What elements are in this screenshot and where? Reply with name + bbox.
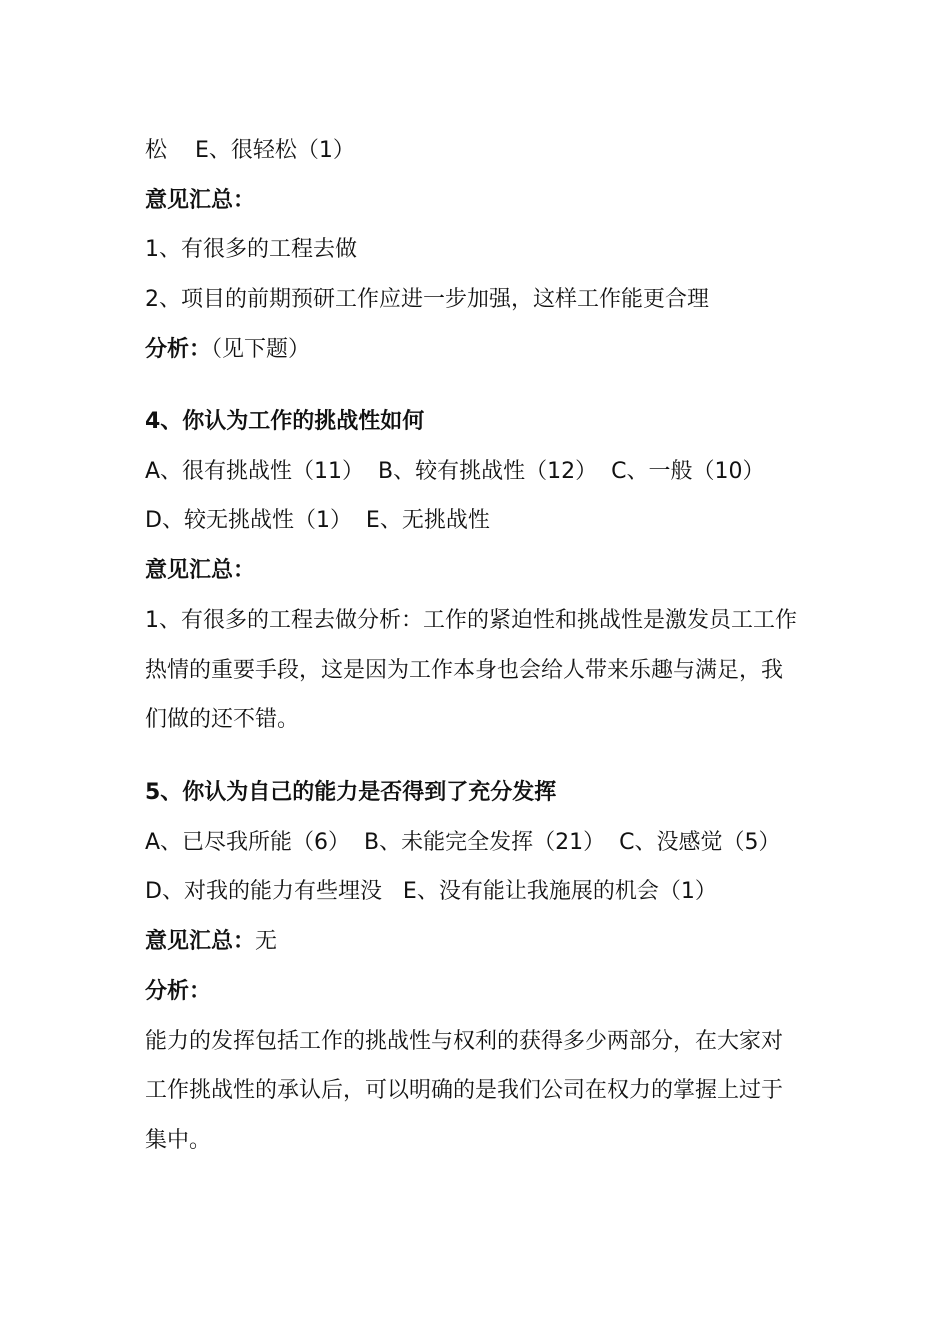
section-label: 分析： xyxy=(145,979,212,1004)
section-label: 意见汇总： xyxy=(145,188,256,213)
option-line: D、对我的能力有些埋没 E、没有能让我施展的机会（1） xyxy=(145,879,717,904)
analysis-line: 分析：（见下题） xyxy=(145,337,311,362)
paragraph-line: 集中。 xyxy=(145,1128,212,1153)
option-line: 松 E、很轻松（1） xyxy=(145,138,355,163)
option-line: D、较无挑战性（1） E、无挑战性 xyxy=(145,508,490,533)
question-heading: 4、你认为工作的挑战性如何 xyxy=(145,409,425,434)
option-line: A、已尽我所能（6） B、未能完全发挥（21） C、没感觉（5） xyxy=(145,830,781,855)
paragraph-line: 能力的发挥包括工作的挑战性与权利的获得多少两部分，在大家对 xyxy=(145,1029,784,1054)
paragraph-line: 热情的重要手段，这是因为工作本身也会给人带来乐趣与满足，我 xyxy=(145,658,784,683)
paragraph-line: 1、有很多的工程去做分析：工作的紧迫性和挑战性是激发员工工作 xyxy=(145,608,797,633)
opinion-item: 2、项目的前期预研工作应进一步加强，这样工作能更合理 xyxy=(145,287,709,312)
option-line: A、很有挑战性（11） B、较有挑战性（12） C、一般（10） xyxy=(145,459,765,484)
opinion-item: 1、有很多的工程去做 xyxy=(145,237,357,262)
section-label: 意见汇总： xyxy=(145,558,256,583)
question-heading: 5、你认为自己的能力是否得到了充分发挥 xyxy=(145,780,557,805)
opinion-summary-line: 意见汇总：无 xyxy=(145,929,278,954)
paragraph-line: 们做的还不错。 xyxy=(145,707,300,732)
paragraph-line: 工作挑战性的承认后，可以明确的是我们公司在权力的掌握上过于 xyxy=(145,1078,784,1103)
